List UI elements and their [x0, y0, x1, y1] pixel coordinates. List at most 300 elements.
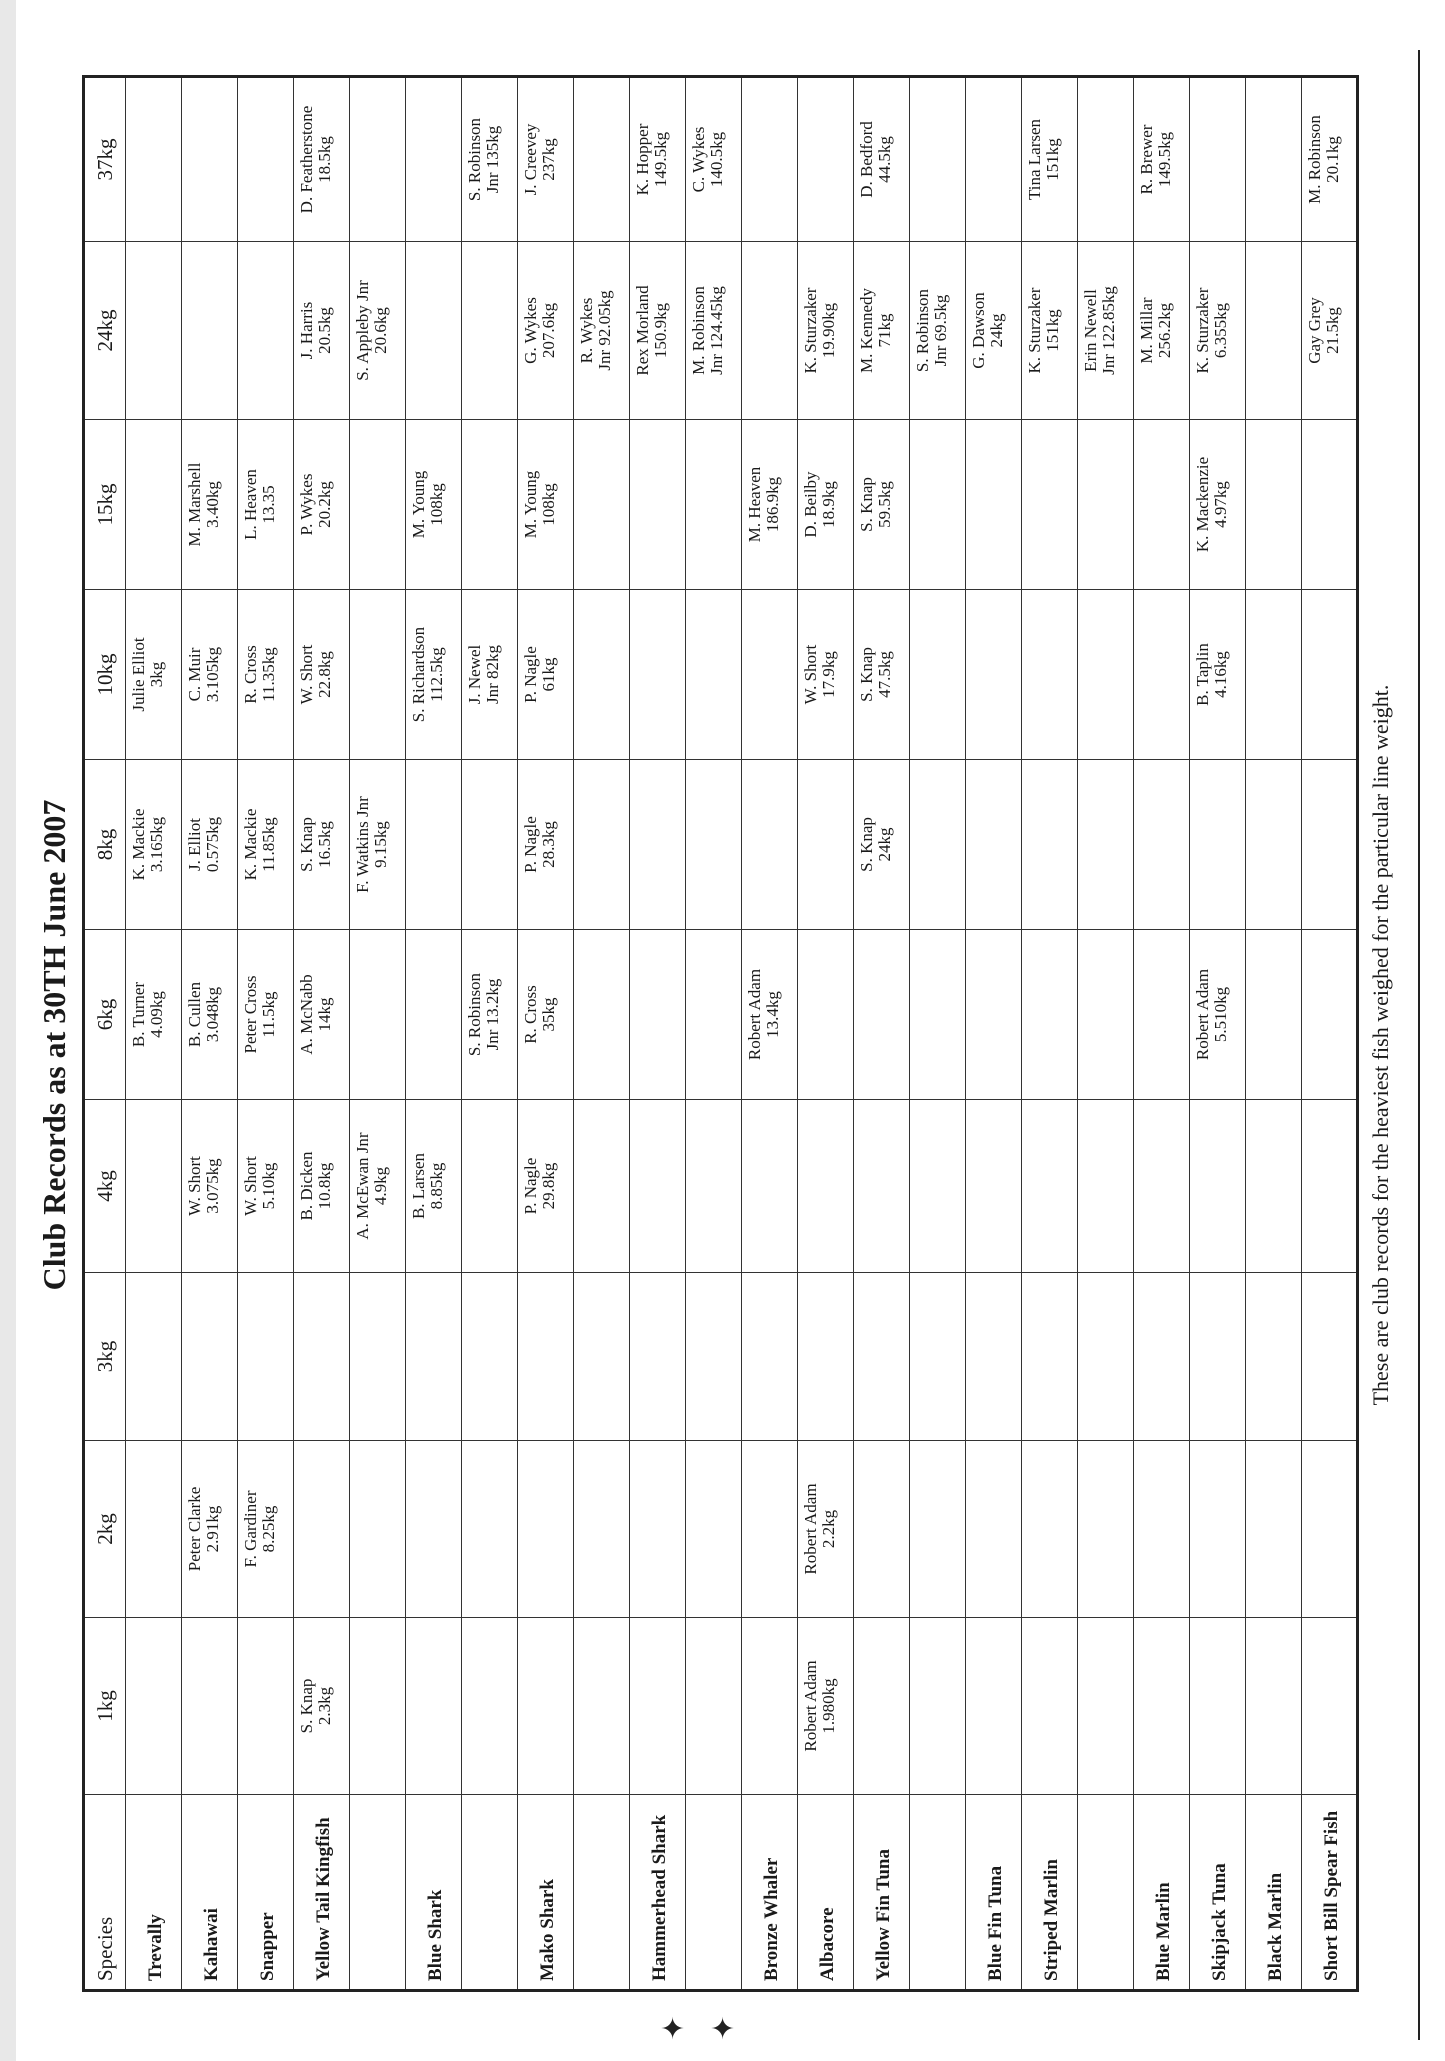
- record-holder: G. Wykes: [521, 297, 540, 364]
- record-cell: [350, 1618, 406, 1795]
- record-cell: [630, 1273, 686, 1441]
- record-cell: [182, 420, 238, 590]
- species-cell: Striped Marlin: [1022, 1795, 1078, 1991]
- record-cell: [854, 1273, 910, 1441]
- record-weight: 4.97kg: [1211, 481, 1230, 528]
- record-holder: K. Hopper: [633, 123, 652, 196]
- club-records-table: [82, 75, 1359, 1992]
- species-cell: Bronze Whaler: [742, 1795, 798, 1991]
- record-cell: [854, 420, 910, 590]
- record-cell: [294, 1273, 350, 1441]
- record-cell: [462, 1273, 518, 1441]
- record-cell: [1246, 242, 1302, 420]
- record-cell: [406, 1618, 462, 1795]
- record-weight: 108kg: [427, 483, 446, 526]
- record-weight: 4.16kg: [1211, 651, 1230, 698]
- record-cell: [854, 1100, 910, 1273]
- species-cell: Yellow Fin Tuna: [854, 1795, 910, 1991]
- record-cell: [1302, 590, 1358, 760]
- record-cell: [574, 420, 630, 590]
- record-cell: [406, 77, 462, 242]
- record-weight: 3kg: [147, 661, 166, 688]
- record-cell: [518, 1100, 574, 1273]
- record-holder: S. Robinson: [465, 972, 484, 1057]
- column-header-8kg: 8kg: [84, 760, 126, 930]
- record-cell: [1190, 760, 1246, 930]
- record-weight: 18.5kg: [315, 136, 334, 183]
- record-cell: [742, 590, 798, 760]
- record-holder: M. Young: [409, 470, 428, 539]
- record-weight: 29.8kg: [539, 1162, 558, 1210]
- record-cell: [126, 1273, 182, 1441]
- record-holder: M. Heaven: [745, 466, 764, 543]
- record-cell: [1302, 930, 1358, 1100]
- table-row: [294, 77, 350, 1991]
- record-holder: W. Short: [801, 644, 820, 705]
- record-cell: [1246, 1441, 1302, 1618]
- record-weight: 20.5kg: [315, 307, 334, 354]
- records-body: [126, 77, 1358, 1991]
- record-cell: [182, 760, 238, 930]
- record-holder: Robert Adam: [801, 1483, 820, 1575]
- page-title: Club Records as at 30TH June 2007: [36, 799, 72, 1291]
- record-cell: [574, 930, 630, 1100]
- record-cell: [854, 760, 910, 930]
- column-header-3kg: 3kg: [84, 1273, 126, 1441]
- record-holder: J. Creevey: [521, 123, 540, 196]
- record-cell: [294, 760, 350, 930]
- record-holder: B. Taplin: [1193, 643, 1212, 706]
- species-cell: Black Marlin: [1246, 1795, 1302, 1991]
- record-cell: [518, 1618, 574, 1795]
- record-cell: [182, 242, 238, 420]
- record-cell: [686, 77, 742, 242]
- table-row: [462, 77, 518, 1991]
- record-cell: [1078, 1100, 1134, 1273]
- footnote: These are club records for the heaviest fish weighed for the particular line weight.: [1368, 684, 1393, 1406]
- record-weight: Jnr 124.45kg: [707, 286, 726, 375]
- divider: [1418, 50, 1420, 2040]
- record-weight: 256.2kg: [1155, 302, 1174, 359]
- record-cell: [742, 1441, 798, 1618]
- record-cell: [742, 1273, 798, 1441]
- record-cell: [966, 760, 1022, 930]
- record-cell: [462, 760, 518, 930]
- column-header-37kg: 37kg: [84, 77, 126, 242]
- record-cell: [686, 1441, 742, 1618]
- record-cell: [182, 1100, 238, 1273]
- record-holder: F. Watkins Jnr: [353, 796, 372, 893]
- record-cell: [742, 760, 798, 930]
- record-holder: R. Cross: [521, 985, 540, 1044]
- record-holder: Peter Clarke: [185, 1486, 204, 1572]
- record-cell: [1022, 242, 1078, 420]
- record-cell: [1302, 242, 1358, 420]
- column-header-4kg: 4kg: [84, 1100, 126, 1273]
- record-cell: [1190, 590, 1246, 760]
- record-cell: [294, 1618, 350, 1795]
- record-cell: [1246, 1618, 1302, 1795]
- record-weight: 14kg: [315, 997, 334, 1032]
- record-weight: Jnr 82kg: [483, 644, 502, 705]
- record-cell: [182, 590, 238, 760]
- record-cell: [910, 930, 966, 1100]
- record-cell: [574, 1618, 630, 1795]
- record-holder: S. Appleby Jnr: [353, 280, 372, 381]
- record-weight: 20.6kg: [371, 307, 390, 354]
- record-holder: C. Muir: [185, 647, 204, 702]
- record-cell: [238, 930, 294, 1100]
- record-cell: [686, 930, 742, 1100]
- record-holder: K. Mackenzie: [1193, 456, 1212, 553]
- species-cell: Trevally: [126, 1795, 182, 1991]
- record-weight: 3.075kg: [203, 1158, 222, 1214]
- record-cell: [742, 1100, 798, 1273]
- record-cell: [518, 1441, 574, 1618]
- record-holder: M. Young: [521, 470, 540, 539]
- record-holder: Robert Adam: [801, 1660, 820, 1752]
- records-sheet: [30, 50, 1415, 2040]
- record-holder: F. Gardiner: [241, 1490, 260, 1568]
- table-row: [686, 77, 742, 1991]
- record-cell: [1190, 242, 1246, 420]
- record-cell: [126, 1100, 182, 1273]
- record-holder: M. Robinson: [1305, 115, 1324, 204]
- record-cell: [238, 760, 294, 930]
- record-weight: 18.9kg: [819, 481, 838, 528]
- record-cell: [350, 420, 406, 590]
- species-cell: Blue Fin Tuna: [966, 1795, 1022, 1991]
- record-cell: [238, 1441, 294, 1618]
- record-cell: [238, 420, 294, 590]
- record-holder: P. Nagle: [521, 816, 540, 873]
- species-cell: [1078, 1795, 1134, 1991]
- record-cell: [1134, 1100, 1190, 1273]
- table-row: [238, 77, 294, 1991]
- record-cell: [294, 420, 350, 590]
- record-holder: K. Mackie: [241, 808, 260, 881]
- species-cell: Kahawai: [182, 1795, 238, 1991]
- record-cell: [1022, 1618, 1078, 1795]
- record-cell: [462, 1441, 518, 1618]
- record-cell: [1190, 1441, 1246, 1618]
- record-cell: [742, 930, 798, 1100]
- record-cell: [1022, 590, 1078, 760]
- record-cell: [350, 760, 406, 930]
- table-row: [630, 77, 686, 1991]
- record-weight: 1.980kg: [819, 1678, 838, 1734]
- record-holder: B. Larsen: [409, 1152, 428, 1220]
- record-holder: S. Knap: [857, 817, 876, 872]
- record-weight: 108kg: [539, 483, 558, 526]
- record-weight: 10.8kg: [315, 1162, 334, 1210]
- record-cell: [1134, 242, 1190, 420]
- record-holder: Robert Adam: [1193, 968, 1212, 1061]
- record-cell: [350, 1441, 406, 1618]
- record-holder: Tina Larsen: [1025, 118, 1044, 201]
- table-row: [1302, 77, 1358, 1991]
- record-holder: S. Knap: [857, 647, 876, 702]
- record-cell: [294, 77, 350, 242]
- record-cell: [742, 420, 798, 590]
- record-cell: [966, 1273, 1022, 1441]
- record-cell: [406, 930, 462, 1100]
- record-holder: S. Robinson: [913, 288, 932, 373]
- species-cell: [350, 1795, 406, 1991]
- record-cell: [630, 930, 686, 1100]
- species-cell: [686, 1795, 742, 1991]
- record-holder: Erin Newell: [1081, 289, 1100, 372]
- species-cell: Skipjack Tuna: [1190, 1795, 1246, 1991]
- record-cell: [910, 1618, 966, 1795]
- record-cell: [350, 590, 406, 760]
- table-row: [406, 77, 462, 1991]
- species-cell: Mako Shark: [518, 1795, 574, 1991]
- record-cell: [630, 1618, 686, 1795]
- record-weight: 28.3kg: [539, 821, 558, 868]
- record-cell: [126, 77, 182, 242]
- record-holder: Robert Adam: [745, 968, 764, 1061]
- record-cell: [630, 420, 686, 590]
- species-cell: [574, 1795, 630, 1991]
- record-weight: 4.9kg: [371, 1166, 390, 1206]
- table-row: [1022, 77, 1078, 1991]
- record-cell: [686, 1100, 742, 1273]
- record-cell: [350, 1273, 406, 1441]
- record-weight: Jnr 13.2kg: [483, 978, 502, 1051]
- record-weight: 11.35kg: [259, 647, 278, 702]
- record-cell: [294, 930, 350, 1100]
- record-cell: [350, 77, 406, 242]
- record-cell: [182, 1441, 238, 1618]
- marlin-logo-icon: ✦: [710, 2013, 736, 2046]
- record-cell: [798, 760, 854, 930]
- record-cell: [686, 420, 742, 590]
- record-cell: [126, 1618, 182, 1795]
- record-weight: Jnr 92.05kg: [595, 290, 614, 371]
- record-cell: [630, 242, 686, 420]
- record-cell: [574, 1273, 630, 1441]
- record-weight: 151kg: [1043, 138, 1062, 181]
- record-cell: [518, 77, 574, 242]
- record-cell: [462, 420, 518, 590]
- table-row: [1134, 77, 1190, 1991]
- record-cell: [854, 1441, 910, 1618]
- table-row: [798, 77, 854, 1991]
- record-cell: [1078, 760, 1134, 930]
- record-weight: 3.40kg: [203, 481, 222, 528]
- record-weight: Jnr 69.5kg: [931, 294, 950, 367]
- record-holder: D. Beilby: [801, 471, 820, 538]
- record-cell: [574, 590, 630, 760]
- record-cell: [798, 1100, 854, 1273]
- record-weight: 2.91kg: [203, 1505, 222, 1553]
- table-row: [126, 77, 182, 1991]
- record-cell: [1134, 420, 1190, 590]
- record-cell: [1134, 1441, 1190, 1618]
- record-weight: 207.6kg: [539, 302, 558, 359]
- species-cell: [910, 1795, 966, 1991]
- record-cell: [854, 930, 910, 1100]
- record-cell: [910, 1273, 966, 1441]
- species-cell: Yellow Tail Kingfish: [294, 1795, 350, 1991]
- record-cell: [462, 77, 518, 242]
- record-weight: 149.5kg: [1155, 131, 1174, 188]
- record-holder: Gay Grey: [1305, 297, 1324, 364]
- table-row: [574, 77, 630, 1991]
- record-cell: [1022, 930, 1078, 1100]
- record-holder: B. Turner: [129, 981, 148, 1048]
- table-row: [910, 77, 966, 1991]
- record-weight: 186.9kg: [763, 476, 782, 533]
- record-cell: [406, 1273, 462, 1441]
- record-cell: [1246, 77, 1302, 242]
- record-holder: R. Brewer: [1137, 124, 1156, 195]
- record-weight: 9.15kg: [371, 821, 390, 868]
- record-weight: 19.90kg: [819, 302, 838, 359]
- record-cell: [406, 1100, 462, 1273]
- record-holder: M. Kennedy: [857, 288, 876, 373]
- record-holder: B. Cullen: [185, 981, 204, 1048]
- record-cell: [406, 760, 462, 930]
- record-cell: [966, 242, 1022, 420]
- column-header-1kg: 1kg: [84, 1618, 126, 1795]
- record-cell: [1302, 420, 1358, 590]
- record-cell: [1134, 1618, 1190, 1795]
- species-cell: Albacore: [798, 1795, 854, 1991]
- record-cell: [910, 590, 966, 760]
- record-cell: [462, 1618, 518, 1795]
- record-cell: [966, 77, 1022, 242]
- record-cell: [1246, 1273, 1302, 1441]
- record-cell: [1078, 77, 1134, 242]
- record-holder: Julie Elliot: [129, 637, 148, 712]
- record-cell: [798, 590, 854, 760]
- column-header-10kg: 10kg: [84, 590, 126, 760]
- record-cell: [798, 420, 854, 590]
- record-cell: [1022, 1441, 1078, 1618]
- record-holder: Peter Cross: [241, 975, 260, 1054]
- record-holder: K. Sturzaker: [1025, 287, 1044, 374]
- record-cell: [1302, 760, 1358, 930]
- record-cell: [238, 1618, 294, 1795]
- record-cell: [126, 930, 182, 1100]
- record-weight: 24kg: [987, 313, 1006, 348]
- record-cell: [686, 1273, 742, 1441]
- record-weight: 150.9kg: [651, 302, 670, 359]
- record-weight: 5.510kg: [1211, 986, 1230, 1043]
- record-weight: 13.4kg: [763, 991, 782, 1038]
- record-holder: P. Nagle: [521, 1157, 540, 1215]
- species-cell: [462, 1795, 518, 1991]
- record-cell: [294, 242, 350, 420]
- record-cell: [518, 760, 574, 930]
- record-cell: [798, 242, 854, 420]
- table-row: [518, 77, 574, 1991]
- record-cell: [1246, 420, 1302, 590]
- record-holder: M. Millar: [1137, 297, 1156, 364]
- record-holder: K. Sturzaker: [801, 287, 820, 374]
- record-cell: [854, 242, 910, 420]
- record-holder: B. Dicken: [297, 1151, 316, 1221]
- record-cell: [1134, 760, 1190, 930]
- record-weight: 3.048kg: [203, 986, 222, 1043]
- record-cell: [350, 930, 406, 1100]
- species-cell: Hammerhead Shark: [630, 1795, 686, 1991]
- record-weight: 0.575kg: [203, 816, 222, 873]
- record-cell: [462, 1100, 518, 1273]
- record-cell: [742, 1618, 798, 1795]
- record-weight: 2.2kg: [819, 1509, 838, 1549]
- record-holder: D. Bedford: [857, 121, 876, 198]
- record-cell: [574, 1100, 630, 1273]
- record-cell: [406, 1441, 462, 1618]
- record-cell: [1134, 930, 1190, 1100]
- record-cell: [742, 77, 798, 242]
- record-cell: [1246, 760, 1302, 930]
- record-cell: [182, 930, 238, 1100]
- record-holder: S. Richardson: [409, 626, 428, 723]
- record-cell: [294, 1441, 350, 1618]
- record-cell: [686, 590, 742, 760]
- record-cell: [126, 420, 182, 590]
- record-holder: M. Marshell: [185, 462, 204, 547]
- record-cell: [966, 930, 1022, 1100]
- column-header-species: Species: [84, 1795, 126, 1991]
- record-cell: [1190, 77, 1246, 242]
- record-cell: [910, 1441, 966, 1618]
- record-cell: [630, 1100, 686, 1273]
- record-holder: W. Short: [241, 1156, 260, 1216]
- record-holder: P. Nagle: [521, 646, 540, 703]
- record-weight: Jnr 122.85kg: [1099, 286, 1118, 375]
- record-holder: M. Robinson: [689, 286, 708, 375]
- record-cell: [294, 1100, 350, 1273]
- record-cell: [406, 242, 462, 420]
- record-weight: 16.5kg: [315, 821, 334, 868]
- record-cell: [630, 760, 686, 930]
- table-row: [1246, 77, 1302, 1991]
- record-cell: [686, 760, 742, 930]
- column-header-6kg: 6kg: [84, 930, 126, 1100]
- record-cell: [1302, 1273, 1358, 1441]
- record-weight: 21.5kg: [1323, 307, 1342, 354]
- record-cell: [1190, 1273, 1246, 1441]
- record-cell: [1078, 590, 1134, 760]
- table-row: [350, 77, 406, 1991]
- record-cell: [798, 77, 854, 242]
- record-holder: A. McNabb: [297, 974, 316, 1055]
- record-holder: C. Wykes: [689, 126, 708, 193]
- record-cell: [966, 1441, 1022, 1618]
- record-cell: [126, 242, 182, 420]
- record-holder: S. Knap: [297, 817, 316, 872]
- record-weight: 11.85kg: [259, 817, 278, 872]
- record-cell: [1078, 420, 1134, 590]
- record-cell: [966, 420, 1022, 590]
- table-row: [854, 77, 910, 1991]
- record-holder: R. Cross: [241, 645, 260, 704]
- record-cell: [910, 77, 966, 242]
- record-weight: 13.35: [259, 485, 278, 524]
- record-cell: [686, 242, 742, 420]
- record-cell: [1078, 1273, 1134, 1441]
- record-weight: 8.85kg: [427, 1162, 446, 1210]
- record-cell: [966, 1100, 1022, 1273]
- record-weight: 11.5kg: [259, 991, 278, 1038]
- record-cell: [518, 590, 574, 760]
- table-row: [742, 77, 798, 1991]
